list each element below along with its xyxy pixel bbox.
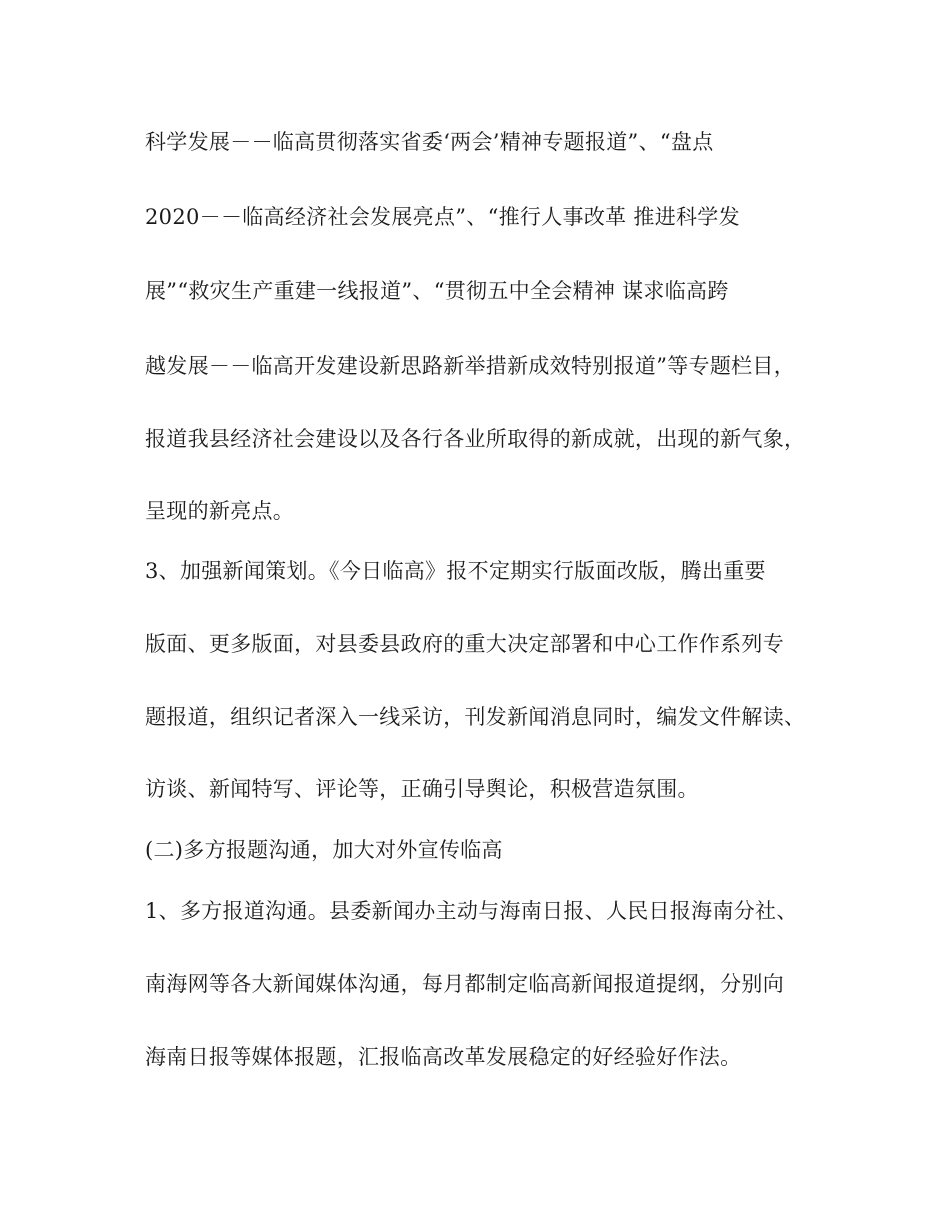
text-line: 报道我县经济社会建设以及各行各业所取得的新成就，出现的新气象， bbox=[145, 427, 806, 451]
text-line: 展”“救灾生产重建一线报道”、“贯彻五中全会精神 谋求临高跨 bbox=[145, 279, 729, 303]
text-line: 3、加强新闻策划。《今日临高》报不定期实行版面改版，腾出重要 bbox=[145, 559, 766, 583]
text-line: 题报道，组织记者深入一线采访，刊发新闻消息同时，编发文件解读、 bbox=[145, 705, 806, 729]
text-line: 海南日报等媒体报题，汇报临高改革发展稳定的好经验好作法。 bbox=[145, 1045, 742, 1069]
text-line: 访谈、新闻特写、评论等，正确引导舆论，积极营造氛围。 bbox=[145, 777, 699, 801]
section-heading: (二)多方报题沟通，加大对外宣传临高 bbox=[145, 838, 503, 862]
text-line: 科学发展－－临高贯彻落实省委‘两会’精神专题报道”、“盘点 bbox=[145, 130, 714, 154]
text-line: 越发展－－临高开发建设新思路新举措新成效特别报道”等专题栏目， bbox=[145, 354, 796, 378]
text-line: 呈现的新亮点。 bbox=[145, 499, 295, 523]
text-line: 南海网等各大新闻媒体沟通，每月都制定临高新闻报道提纲，分别向 bbox=[145, 972, 784, 996]
text-line: 2020－－临高经济社会发展亮点”、“推行人事改革 推进科学发 bbox=[145, 205, 740, 229]
text-line: 1、多方报道沟通。县委新闻办主动与海南日报、人民日报海南分社、 bbox=[145, 899, 798, 923]
text-line: 版面、更多版面，对县委县政府的重大决定部署和中心工作作系列专 bbox=[145, 632, 784, 656]
